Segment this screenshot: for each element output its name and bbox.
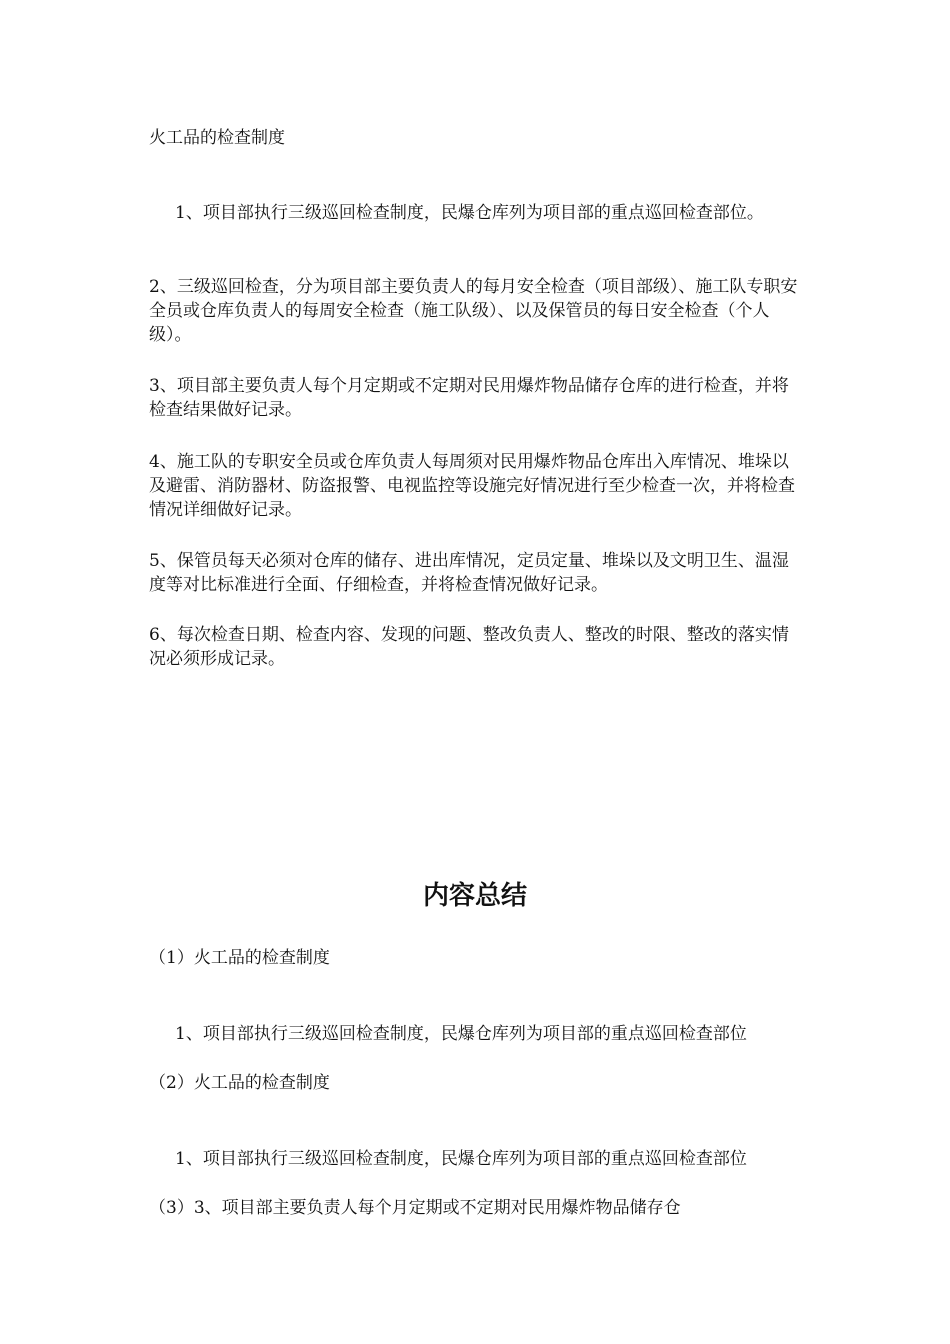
summary-item-1-body: 1、项目部执行三级巡回检查制度，民爆仓库列为项目部的重点巡回检查部位: [175, 1024, 747, 1044]
paragraph-2: 2、三级巡回检查，分为项目部主要负责人的每月安全检查（项目部级）、施工队专职安全员或仓库负责人的每周安全检查（施工队级）、以及保管员的每日安全检查（个人级）。: [149, 277, 798, 345]
paragraph-3: 3、项目部主要负责人每个月定期或不定期对民用爆炸物品储存仓库的进行检查，并将检查结果做好记录。: [149, 376, 789, 420]
paragraph-6: 6、每次检查日期、检查内容、发现的问题、整改负责人、整改的时限、整改的落实情况必须形成记录。: [149, 625, 789, 669]
paragraph-5: 5、保管员每天必须对仓库的储存、进出库情况，定员定量、堆垛以及文明卫生、温湿度等对比标准进行全面、仔细检查，并将检查情况做好记录。: [149, 551, 789, 595]
document-title: 火工品的检查制度: [149, 128, 285, 148]
summary-item-2-body: 1、项目部执行三级巡回检查制度，民爆仓库列为项目部的重点巡回检查部位: [175, 1149, 747, 1169]
paragraph-1: 1、项目部执行三级巡回检查制度，民爆仓库列为项目部的重点巡回检查部位。: [175, 203, 764, 223]
summary-item-2-title: （2）火工品的检查制度: [149, 1073, 330, 1093]
summary-item-3-title: （3）3、项目部主要负责人每个月定期或不定期对民用爆炸物品储存仓: [149, 1198, 681, 1218]
paragraph-4: 4、施工队的专职安全员或仓库负责人每周须对民用爆炸物品仓库出入库情况、堆垛以及避雷、消防器材、防盗报警、电视监控等设施完好情况进行至少检查一次，并将检查情况详细做好记录。: [149, 452, 795, 520]
summary-item-1-title: （1）火工品的检查制度: [149, 948, 330, 968]
summary-heading: 内容总结: [422, 881, 527, 911]
